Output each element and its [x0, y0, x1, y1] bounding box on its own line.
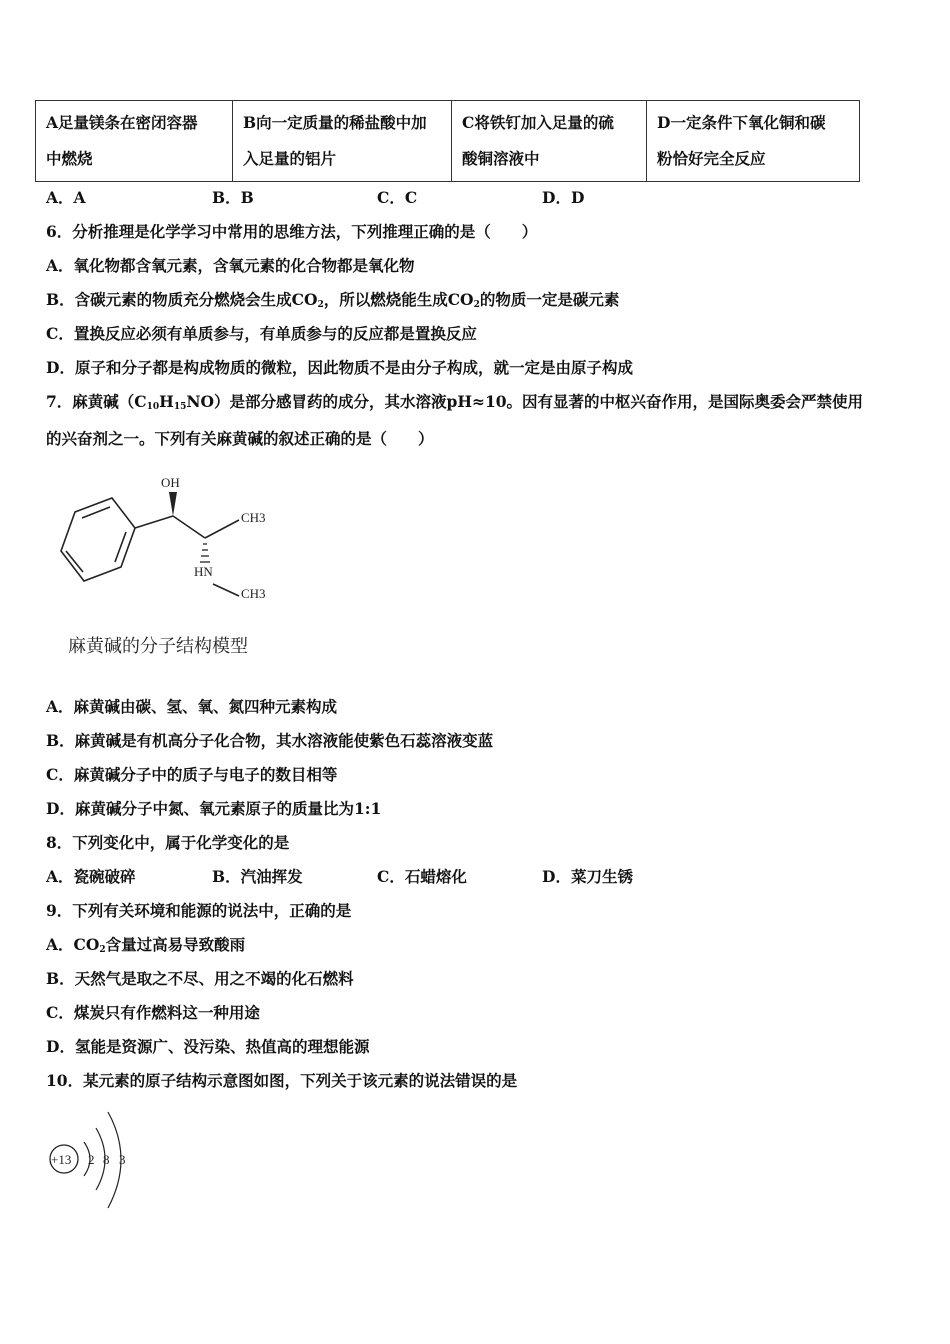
- q7-option-c: C．麻黄碱分子中的质子与电子的数目相等: [46, 765, 338, 784]
- shell-2-electrons: 8: [103, 1152, 110, 1167]
- q5-choice-b: B．B: [212, 188, 254, 207]
- q6-option-b: B．含碳元素的物质充分燃烧会生成$CO_2$，所以燃烧能生成$CO_2$的物质一定是碳元素: [46, 290, 620, 310]
- q9-option-b: B．天然气是取之不尽、用之不竭的化石燃料: [46, 969, 354, 988]
- nucleus-label: +13: [51, 1152, 72, 1167]
- table-cell-a: A足量镁条在密闭容器 中燃烧: [36, 101, 233, 182]
- table-row: [36, 101, 860, 182]
- q6-stem: 6．分析推理是化学学习中常用的思维方法，下列推理正确的是（ ）: [46, 222, 538, 241]
- q9-option-d: D．氢能是资源广、没污染、热值高的理想能源: [46, 1037, 370, 1056]
- table-cell-b: B向一定质量的稀盐酸中加 入足量的铝片: [233, 101, 452, 182]
- q6-option-a: A．氧化物都含氧元素，含氧元素的化合物都是氧化物: [46, 256, 415, 275]
- ch3-bottom-label: CH3: [241, 586, 266, 601]
- q7-option-d: D．麻黄碱分子中氮、氧元素原子的质量比为1:1: [46, 799, 382, 818]
- hn-label: HN: [194, 564, 213, 579]
- q5-choice-c: C．C: [377, 188, 418, 207]
- q7-stem: 7．麻黄碱$(C_{10}H_{15}NO)$是部分感冒药的成分，其水溶液pH≈10。因有显著的中枢兴奋作用，是国际奥委会严禁使用: [46, 392, 864, 412]
- q5-options-table: [35, 100, 860, 182]
- q5-choice-a: A．A: [46, 188, 86, 207]
- q6-option-c: C．置换反应必须有单质参与，有单质参与的反应都是置换反应: [46, 324, 477, 343]
- q8-choice-d: D．菜刀生锈: [542, 867, 633, 886]
- q6-option-d: D．原子和分子都是构成物质的微粒，因此物质不是由分子构成，就一定是由原子构成: [46, 358, 633, 377]
- q8-stem: 8．下列变化中，属于化学变化的是: [46, 833, 290, 852]
- ch3-top-label: CH3: [241, 510, 266, 525]
- ephedrine-structure-diagram: [55, 468, 285, 613]
- shell-1-electrons: 2: [88, 1152, 95, 1167]
- oh-label: OH: [161, 475, 180, 490]
- q7-option-b: B．麻黄碱是有机高分子化合物，其水溶液能使紫色石蕊溶液变蓝: [46, 731, 494, 750]
- atomic-structure-diagram: [40, 1100, 140, 1215]
- q7-stem-line2: 的兴奋剂之一。下列有关麻黄碱的叙述正确的是（ ）: [46, 429, 434, 448]
- wedge-bond: [169, 492, 177, 516]
- table-cell-c: C将铁钉加入足量的硫 酸铜溶液中: [452, 101, 647, 182]
- structure-caption: 麻黄碱的分子结构模型: [68, 636, 248, 657]
- q9-option-a: A．$CO_2$含量过高易导致酸雨: [46, 935, 246, 955]
- q9-option-c: C．煤炭只有作燃料这一种用途: [46, 1003, 260, 1022]
- q8-choice-c: C．石蜡熔化: [377, 867, 467, 886]
- q8-choice-a: A．瓷碗破碎: [46, 867, 136, 886]
- hashed-bond: [200, 544, 210, 562]
- q9-stem: 9．下列有关环境和能源的说法中，正确的是: [46, 901, 352, 920]
- q10-stem: 10．某元素的原子结构示意图如图，下列关于该元素的说法错误的是: [46, 1071, 518, 1090]
- q7-option-a: A．麻黄碱由碳、氢、氧、氮四种元素构成: [46, 697, 338, 716]
- shell-3-electrons: 3: [119, 1152, 126, 1167]
- table-cell-d: D一定条件下氧化铜和碳 粉恰好完全反应: [647, 101, 860, 182]
- q5-choice-d: D．D: [542, 188, 585, 207]
- q8-choice-b: B．汽油挥发: [212, 867, 303, 886]
